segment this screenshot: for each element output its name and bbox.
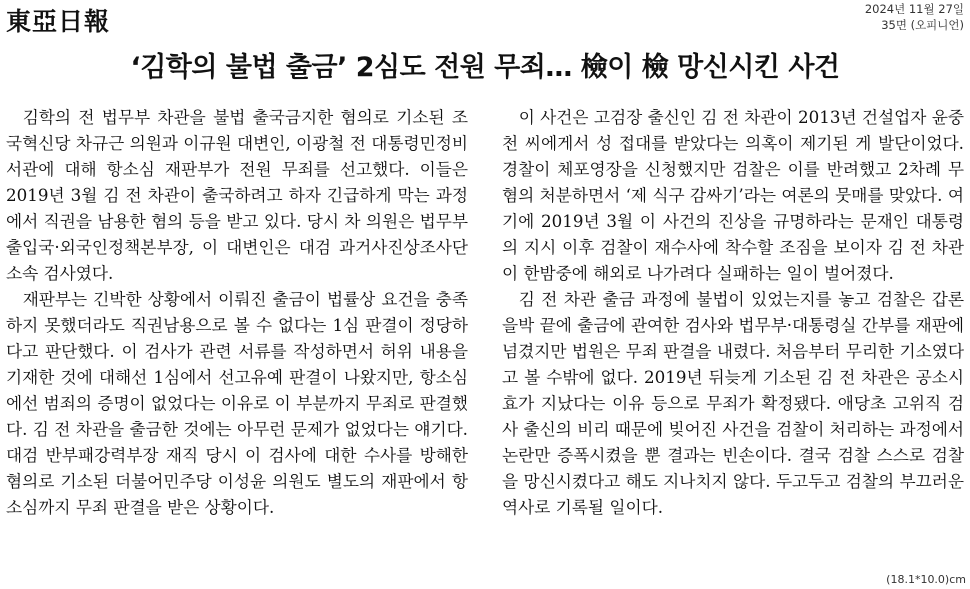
- editorial-headline: ‘김학의 불법 출금’ 2심도 전원 무죄… 檢이 檢 망신시킨 사건: [130, 52, 840, 83]
- page-section: 35면 (오피니언): [881, 18, 964, 32]
- paragraph: 김학의 전 법무부 차관을 불법 출국금지한 혐의로 기소된 조국혁신당 차규근 의원과 이규원 대변인, 이광철 전 대통령민정비서관에 대해 항소심 재판부가 전원 무죄를 선고했다. 이들은 2019년 3월 김 전 차관이 출국하려고 하자 긴급하게 막는 과정에서 직권을 남용한 혐의 등을 받고 있다. 당시 차 의원은 법무부 출입국·외국인정책본부장, 이 대변인은 대검 과거사진상조사단 소속 검사였다.: [6, 107, 468, 283]
- article-size-note: (18.1*10.0)cm: [886, 573, 966, 586]
- paragraph: 재판부는 긴박한 상황에서 이뤄진 출금이 법률상 요건을 충족하지 못했더라도 직권남용으로 볼 수 없다는 1심 판결이 정당하다고 판단했다. 이 검사가 관련 서류를 작성하면서 허위 내용을 기재한 것에 대해선 1심에서 선고유예 판결이 나왔지만, 항소심에선 범죄의 증명이 없었다는 이유로 이 부분까지 무죄로 판결했다. 김 전 차관을 출금한 것에는 아무런 문제가 없었다는 얘기다. 대검 반부패강력부장 재직 당시 이 검사에 대한 수사를 방해한 혐의로 기소된 더불어민주당 이성윤 의원도 별도의 재판에서 항소심까지 무죄 판결을 받은 상황이다.: [6, 289, 468, 517]
- article-column-right: [502, 104, 964, 520]
- article-column-left: [6, 104, 468, 520]
- newspaper-masthead: 東亞日報: [6, 7, 111, 36]
- issue-meta: [865, 1, 964, 33]
- paragraph: 김 전 차관 출금 과정에 불법이 있었는지를 놓고 검찰은 갑론을박 끝에 출금에 관여한 검사와 법무부·대통령실 간부를 재판에 넘겼지만 법원은 무죄 판결을 내렸다. 처음부터 무리한 기소였다고 볼 수밖에 없다. 2019년 뒤늦게 기소된 김 전 차관은 공소시효가 지났다는 이유 등으로 무죄가 확정됐다. 애당초 고위직 검사 출신의 비리 때문에 빚어진 사건을 검찰이 처리하는 과정에서 논란만 증폭시켰을 뿐 결과는 빈손이다. 결국 검찰 스스로 검찰을 망신시켰다고 해도 지나치지 않다. 두고두고 검찰의 부끄러운 역사로 기록될 일이다.: [502, 289, 964, 517]
- issue-date: 2024년 11월 27일: [864, 2, 964, 16]
- paragraph: 이 사건은 고검장 출신인 김 전 차관이 2013년 건설업자 윤중천 씨에게서 성 접대를 받았다는 의혹이 제기된 게 발단이었다. 경찰이 체포영장을 신청했지만 검찰은 이를 반려했고 2차례 무혐의 처분하면서 ‘제 식구 감싸기’라는 여론의 뭇매를 맞았다. 여기에 2019년 3월 이 사건의 진상을 규명하라는 문재인 대통령의 지시 이후 검찰이 재수사에 착수할 조짐을 보이자 김 전 차관이 한밤중에 해외로 나가려다 실패하는 일이 벌어졌다.: [502, 107, 964, 283]
